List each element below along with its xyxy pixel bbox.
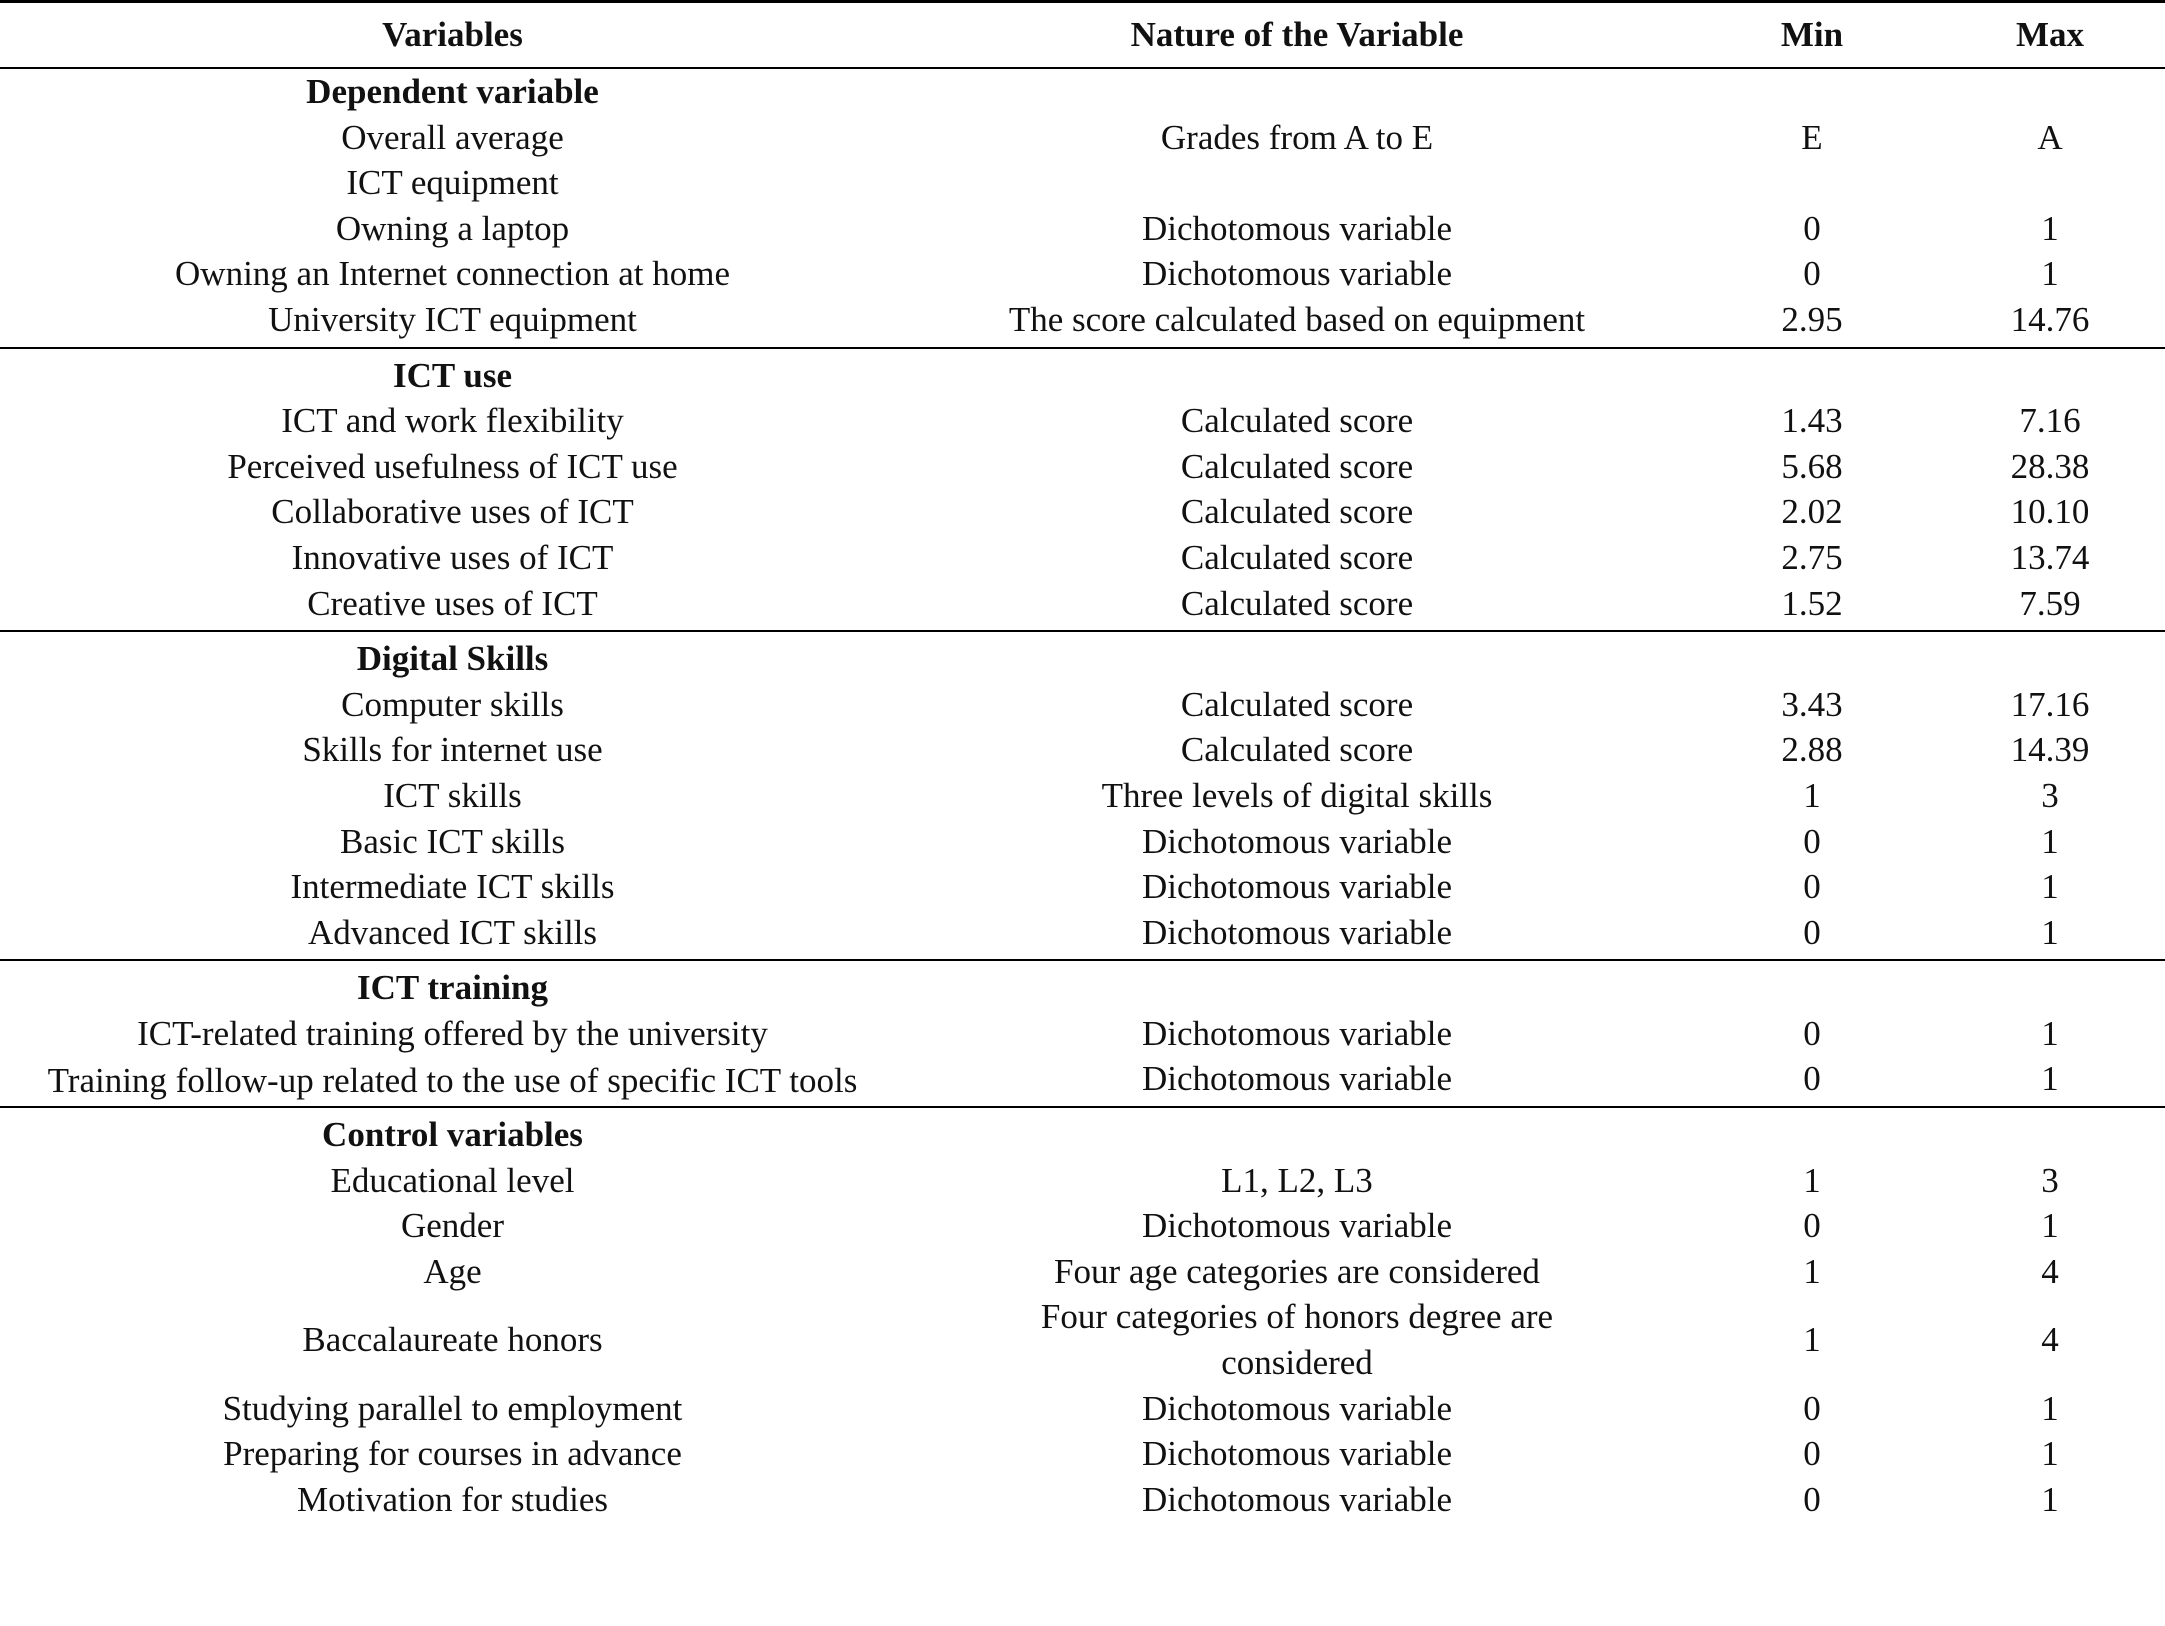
table-row	[0, 115, 2165, 161]
max-cell: 1	[2041, 208, 2059, 248]
variable-cell: ICT equipment	[346, 163, 559, 203]
max-cell: 1	[2041, 867, 2059, 907]
max-cell: 1	[2041, 1388, 2059, 1428]
section-row	[0, 1107, 2165, 1158]
table-row	[0, 444, 2165, 490]
max-cell: 1	[2041, 1434, 2059, 1474]
nature-cell: Dichotomous variable	[1141, 867, 1453, 907]
min-cell: 2.02	[1781, 492, 1843, 532]
header-min: Min	[1689, 2, 1935, 69]
min-cell: 2.75	[1781, 537, 1843, 577]
nature-cell: Dichotomous variable	[1141, 254, 1453, 294]
max-cell: 1	[2041, 1013, 2059, 1053]
table-row	[0, 1158, 2165, 1204]
max-cell: 1	[2041, 821, 2059, 861]
min-cell: 1.43	[1781, 401, 1843, 441]
table-row	[0, 910, 2165, 961]
table-row	[0, 206, 2165, 252]
variable-cell: Studying parallel to employment	[222, 1388, 683, 1428]
max-cell: 3	[2041, 1160, 2059, 1200]
variable-cell: Advanced ICT skills	[307, 912, 598, 952]
max-cell: 1	[2041, 254, 2059, 294]
nature-cell: Calculated score	[1180, 492, 1414, 532]
max-cell: A	[2037, 117, 2063, 157]
table-row	[0, 1056, 2165, 1107]
group-dependent-variable	[0, 68, 2165, 348]
nature-cell: L1, L2, L3	[1221, 1160, 1373, 1200]
max-cell: 1	[2041, 1479, 2059, 1519]
table-row	[0, 773, 2165, 819]
nature-cell: Dichotomous variable	[1141, 1388, 1453, 1428]
group-control-variables	[0, 1107, 2165, 1526]
min-cell: 0	[1803, 821, 1821, 861]
max-cell: 13.74	[2010, 537, 2090, 577]
table-row	[0, 682, 2165, 728]
nature-cell: Four categories of honors degree are considered	[1040, 1297, 1554, 1383]
nature-cell: Dichotomous variable	[1141, 1059, 1453, 1099]
header-max: Max	[1935, 2, 2165, 69]
section-title: Control variables	[0, 1107, 905, 1158]
nature-cell: Calculated score	[1180, 446, 1414, 486]
section-title: ICT use	[0, 348, 905, 399]
group-digital-skills	[0, 631, 2165, 960]
variable-cell: University ICT equipment	[268, 299, 637, 339]
nature-cell: The score calculated based on equipment	[1008, 299, 1586, 339]
nature-cell: Grades from A to E	[1160, 117, 1434, 157]
max-cell: 17.16	[2010, 684, 2090, 724]
max-cell: 28.38	[2010, 446, 2090, 486]
section-title: ICT training	[0, 960, 905, 1011]
variable-cell: Overall average	[341, 117, 564, 157]
min-cell: 0	[1803, 208, 1821, 248]
nature-cell: Dichotomous variable	[1141, 821, 1453, 861]
variable-cell: Collaborative uses of ICT	[271, 492, 634, 532]
variable-cell: ICT skills	[383, 775, 522, 815]
table-row	[0, 160, 2165, 206]
variable-cell: Owning an Internet connection at home	[175, 254, 730, 294]
min-cell: 0	[1803, 1479, 1821, 1519]
section-title: Dependent variable	[306, 72, 599, 111]
variable-cell: Intermediate ICT skills	[290, 867, 615, 907]
table-row	[0, 581, 2165, 632]
min-cell: 2.95	[1781, 299, 1843, 339]
nature-cell: Calculated score	[1180, 730, 1414, 770]
table-row	[0, 297, 2165, 348]
table-row	[0, 251, 2165, 297]
variable-cell: Innovative uses of ICT	[291, 537, 614, 577]
min-cell: 5.68	[1781, 446, 1843, 486]
max-cell: 14.76	[2010, 299, 2090, 339]
min-cell: 2.88	[1781, 730, 1843, 770]
nature-cell: Calculated score	[1180, 583, 1414, 623]
nature-cell: Dichotomous variable	[1141, 912, 1453, 952]
table-row	[0, 535, 2165, 581]
variable-cell: Perceived usefulness of ICT use	[227, 446, 678, 486]
min-cell: 3.43	[1781, 684, 1843, 724]
min-cell: 0	[1803, 1388, 1821, 1428]
min-cell: 1	[1803, 1160, 1821, 1200]
section-row	[0, 348, 2165, 399]
min-cell: E	[1801, 117, 1823, 157]
variable-cell: Skills for internet use	[302, 730, 603, 770]
nature-cell: Calculated score	[1180, 401, 1414, 441]
variable-cell: Age	[423, 1251, 482, 1291]
nature-cell	[905, 160, 1689, 206]
max-cell: 14.39	[2010, 730, 2090, 770]
max-cell: 7.16	[2019, 401, 2081, 441]
table-row	[0, 1249, 2165, 1295]
min-cell: 1	[1803, 1251, 1821, 1291]
nature-cell: Calculated score	[1180, 684, 1414, 724]
group-ict-training	[0, 960, 2165, 1107]
table-row	[0, 1431, 2165, 1477]
section-title: Digital Skills	[0, 631, 905, 682]
min-cell	[1689, 160, 1935, 206]
max-cell: 4	[2041, 1251, 2059, 1291]
min-cell: 1.52	[1781, 583, 1843, 623]
max-cell: 7.59	[2019, 583, 2081, 623]
max-cell: 4	[2041, 1320, 2059, 1360]
min-cell: 0	[1803, 254, 1821, 294]
max-cell	[1935, 160, 2165, 206]
min-cell: 1	[1803, 1320, 1821, 1360]
section-row	[0, 68, 2165, 115]
min-cell: 0	[1803, 867, 1821, 907]
nature-cell: Three levels of digital skills	[1101, 775, 1493, 815]
variable-cell: Motivation for studies	[296, 1479, 609, 1519]
variable-cell: Educational level	[330, 1160, 575, 1200]
table-row	[0, 489, 2165, 535]
table-row	[0, 1477, 2165, 1527]
nature-cell: Dichotomous variable	[1141, 1206, 1453, 1246]
variable-cell: Owning a laptop	[335, 208, 570, 248]
table-row	[0, 1203, 2165, 1249]
max-cell: 1	[2041, 1059, 2059, 1099]
nature-cell: Dichotomous variable	[1141, 1434, 1453, 1474]
table-row	[0, 398, 2165, 444]
variable-cell: Gender	[400, 1206, 504, 1246]
min-cell: 0	[1803, 1013, 1821, 1053]
variable-cell: Baccalaureate honors	[302, 1320, 603, 1360]
header-nature: Nature of the Variable	[905, 2, 1689, 69]
nature-cell: Dichotomous variable	[1141, 1013, 1453, 1053]
table-row	[0, 1294, 2165, 1385]
group-ict-use	[0, 348, 2165, 632]
variable-cell: Training follow-up related to the use of specific ICT tools	[47, 1061, 858, 1101]
max-cell: 1	[2041, 1206, 2059, 1246]
nature-cell: Four age categories are considered	[1054, 1251, 1540, 1291]
nature-cell: Dichotomous variable	[1141, 1479, 1453, 1519]
variable-cell: ICT-related training offered by the university	[137, 1013, 768, 1053]
nature-cell: Calculated score	[1180, 537, 1414, 577]
min-cell: 0	[1803, 1059, 1821, 1099]
variable-cell: Basic ICT skills	[340, 821, 565, 861]
table-row	[0, 819, 2165, 865]
header-row	[0, 2, 2165, 69]
variable-cell: Preparing for courses in advance	[223, 1434, 682, 1474]
table-row	[0, 727, 2165, 773]
max-cell: 10.10	[2010, 492, 2090, 532]
section-row	[0, 631, 2165, 682]
table-row	[0, 1011, 2165, 1057]
variable-cell: ICT and work flexibility	[281, 401, 624, 441]
min-cell: 0	[1803, 912, 1821, 952]
table-row	[0, 1386, 2165, 1432]
min-cell: 0	[1803, 1434, 1821, 1474]
table-row	[0, 864, 2165, 910]
variable-cell: Creative uses of ICT	[307, 583, 598, 623]
section-row	[0, 960, 2165, 1011]
header-variables: Variables	[0, 2, 905, 69]
max-cell: 3	[2041, 775, 2059, 815]
min-cell: 0	[1803, 1206, 1821, 1246]
max-cell: 1	[2041, 912, 2059, 952]
nature-cell: Dichotomous variable	[1141, 208, 1453, 248]
variable-cell: Computer skills	[341, 684, 564, 724]
min-cell: 1	[1803, 775, 1821, 815]
